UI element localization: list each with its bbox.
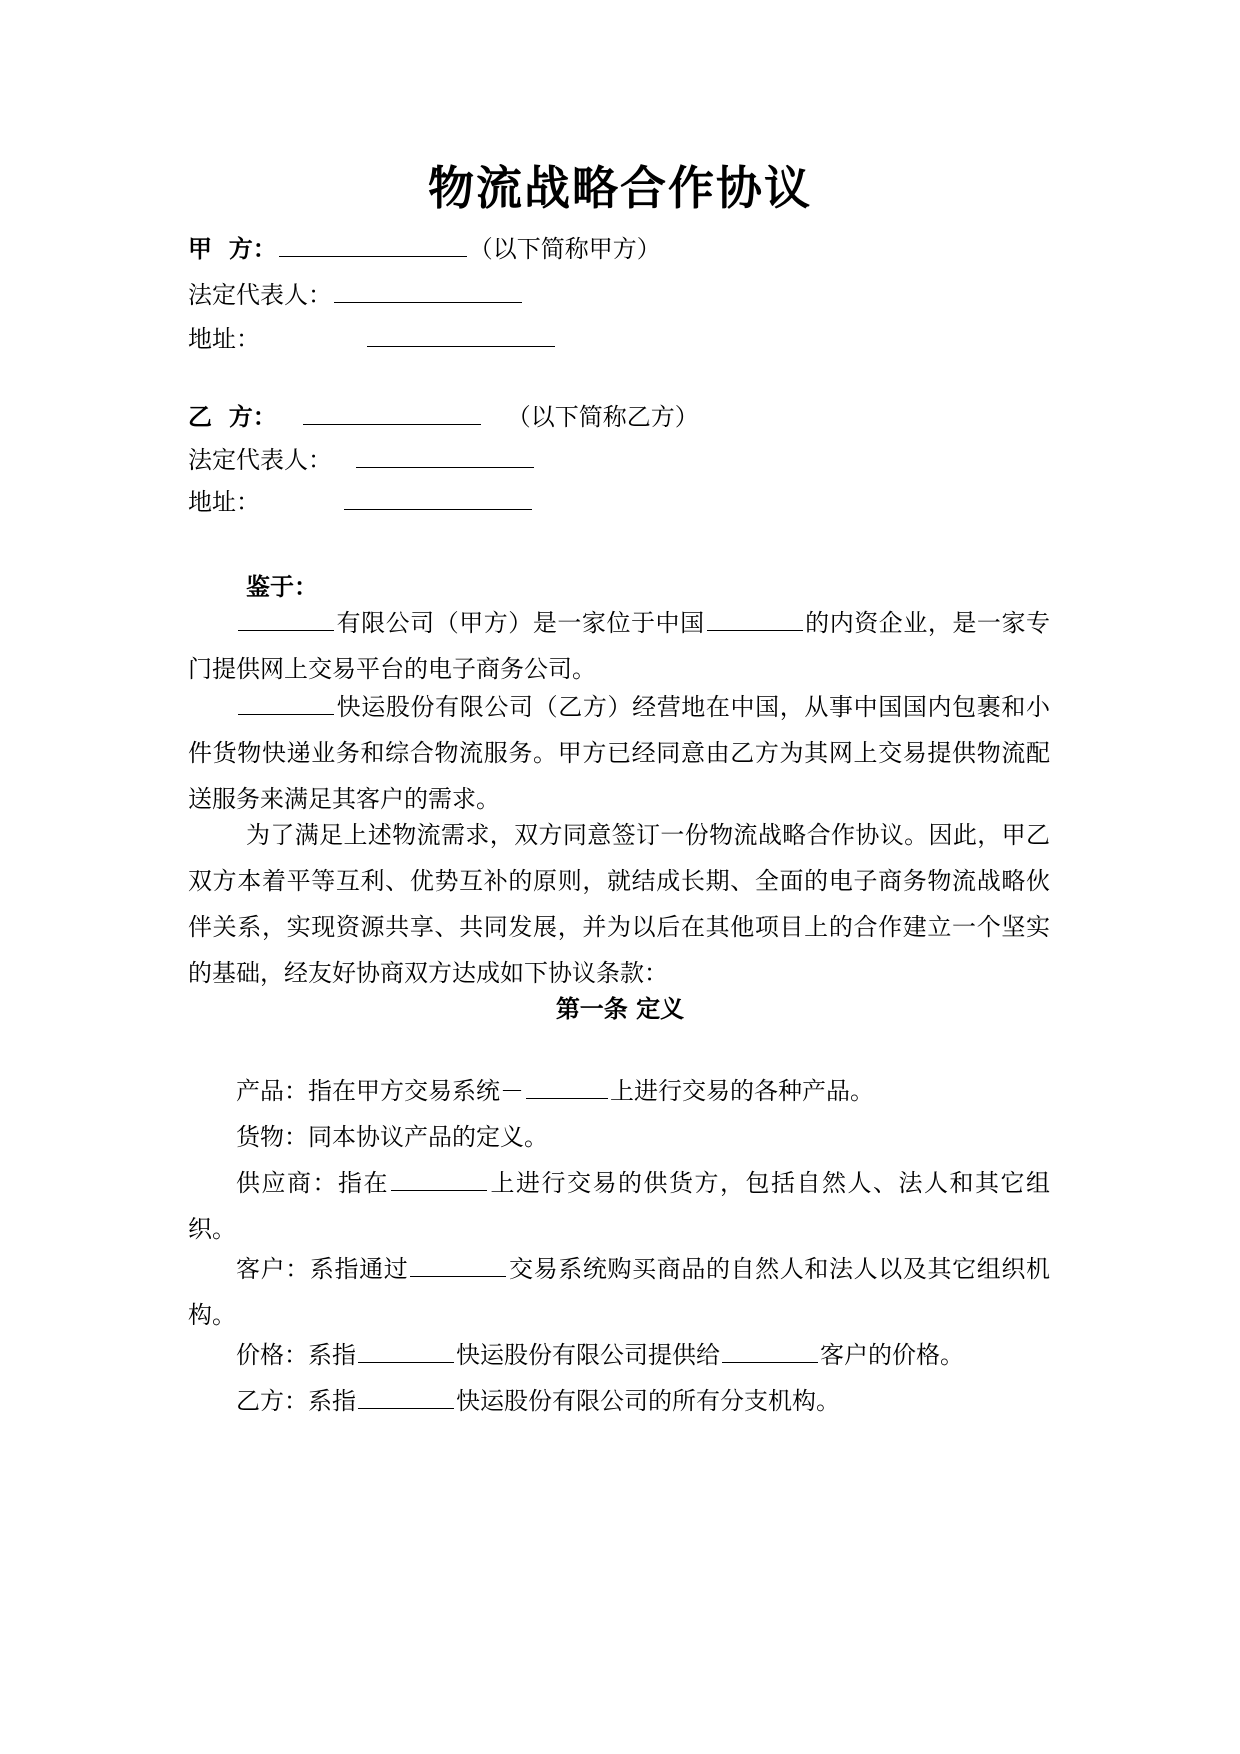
p1-text-a: 有限公司（甲方）是一家位于中国 <box>336 609 705 637</box>
whereas-heading: 鉴于： <box>246 572 318 601</box>
def-product-text-b: 上进行交易的各种产品。 <box>610 1077 874 1105</box>
def-supplier-text-a: 供应商：指在 <box>236 1169 389 1197</box>
company-a-blank[interactable] <box>238 606 334 631</box>
party-a-label: 甲 方： <box>188 234 277 263</box>
party-b-line <box>188 400 699 432</box>
party-a-name-blank[interactable] <box>279 232 467 257</box>
definition-supplier <box>188 1160 1050 1252</box>
party-b-rep-blank[interactable] <box>356 443 534 468</box>
system-name-blank[interactable] <box>526 1074 608 1099</box>
party-a-addr-label: 地址： <box>188 325 260 353</box>
def-price-text-a: 价格：系指 <box>236 1341 356 1369</box>
def-price-text-c: 客户的价格。 <box>820 1341 964 1369</box>
price-customer-blank[interactable] <box>722 1338 818 1363</box>
party-a-rep-line <box>188 278 524 310</box>
party-b-note: （以下简称乙方） <box>506 403 699 431</box>
definition-product <box>188 1068 1050 1114</box>
party-b-addr-blank[interactable] <box>344 485 532 510</box>
party-a-rep-label: 法定代表人： <box>188 281 332 309</box>
party-b-name-blank[interactable] <box>303 400 481 425</box>
location-blank[interactable] <box>707 606 803 631</box>
party-a-rep-blank[interactable] <box>334 278 522 303</box>
party-b-rep-label: 法定代表人： <box>188 446 332 474</box>
definition-goods: 货物：同本协议产品的定义。 <box>236 1123 548 1151</box>
def-partyb-text-a: 乙方：系指 <box>236 1387 356 1415</box>
party-b-addr-line <box>188 485 534 517</box>
p1-text-b: 的内资企业，是一家专门提供网上交易平台的电子商务公司。 <box>188 609 1051 683</box>
party-b-addr-label: 地址： <box>188 488 260 516</box>
party-a-addr-line <box>188 322 557 354</box>
company-b-blank[interactable] <box>238 690 334 715</box>
supplier-platform-blank[interactable] <box>391 1166 487 1191</box>
def-price-text-b: 快运股份有限公司提供给 <box>456 1341 720 1369</box>
whereas-paragraph-3: 为了满足上述物流需求，双方同意签订一份物流战略合作协议。因此，甲乙双方本着平等互利、优势互补的原则，就结成长期、全面的电子商务物流战略伙伴关系，实现资源共享、共同发展，并为以后在其他项目上的合作建立一个坚实的基础，经友好协商双方达成如下协议条款： <box>188 821 1050 987</box>
whereas-paragraph-2 <box>188 684 1050 822</box>
p2-text: 快运股份有限公司（乙方）经营地在中国，从事中国国内包裹和小件货物快递业务和综合物流服务。甲方已经同意由乙方为其网上交易提供物流配送服务来满足其客户的需求。 <box>188 693 1050 813</box>
def-partyb-text-b: 快运股份有限公司的所有分支机构。 <box>456 1387 840 1415</box>
definition-party-b <box>188 1378 1050 1424</box>
def-customer-text-b: 交易系统购买商品的自然人和法人以及其它组织机构。 <box>188 1255 1051 1329</box>
definition-price <box>188 1332 1050 1378</box>
definition-customer <box>188 1246 1050 1338</box>
partyb-company-blank[interactable] <box>358 1384 454 1409</box>
party-a-line <box>188 232 661 264</box>
customer-system-blank[interactable] <box>410 1252 506 1277</box>
party-b-label: 乙 方： <box>188 402 277 431</box>
whereas-paragraph-1 <box>188 600 1050 692</box>
party-a-addr-blank[interactable] <box>367 322 555 347</box>
def-product-text-a: 产品：指在甲方交易系统－ <box>236 1077 524 1105</box>
def-customer-text-a: 客户：系指通过 <box>236 1255 409 1283</box>
document-title: 物流战略合作协议 <box>428 161 812 215</box>
article-1-heading: 第一条 定义 <box>555 994 685 1023</box>
price-company-blank[interactable] <box>358 1338 454 1363</box>
party-b-rep-line <box>188 443 536 475</box>
party-a-note: （以下简称甲方） <box>468 235 661 263</box>
def-supplier-text-b: 上进行交易的供货方，包括自然人、法人和其它组织。 <box>188 1169 1050 1243</box>
